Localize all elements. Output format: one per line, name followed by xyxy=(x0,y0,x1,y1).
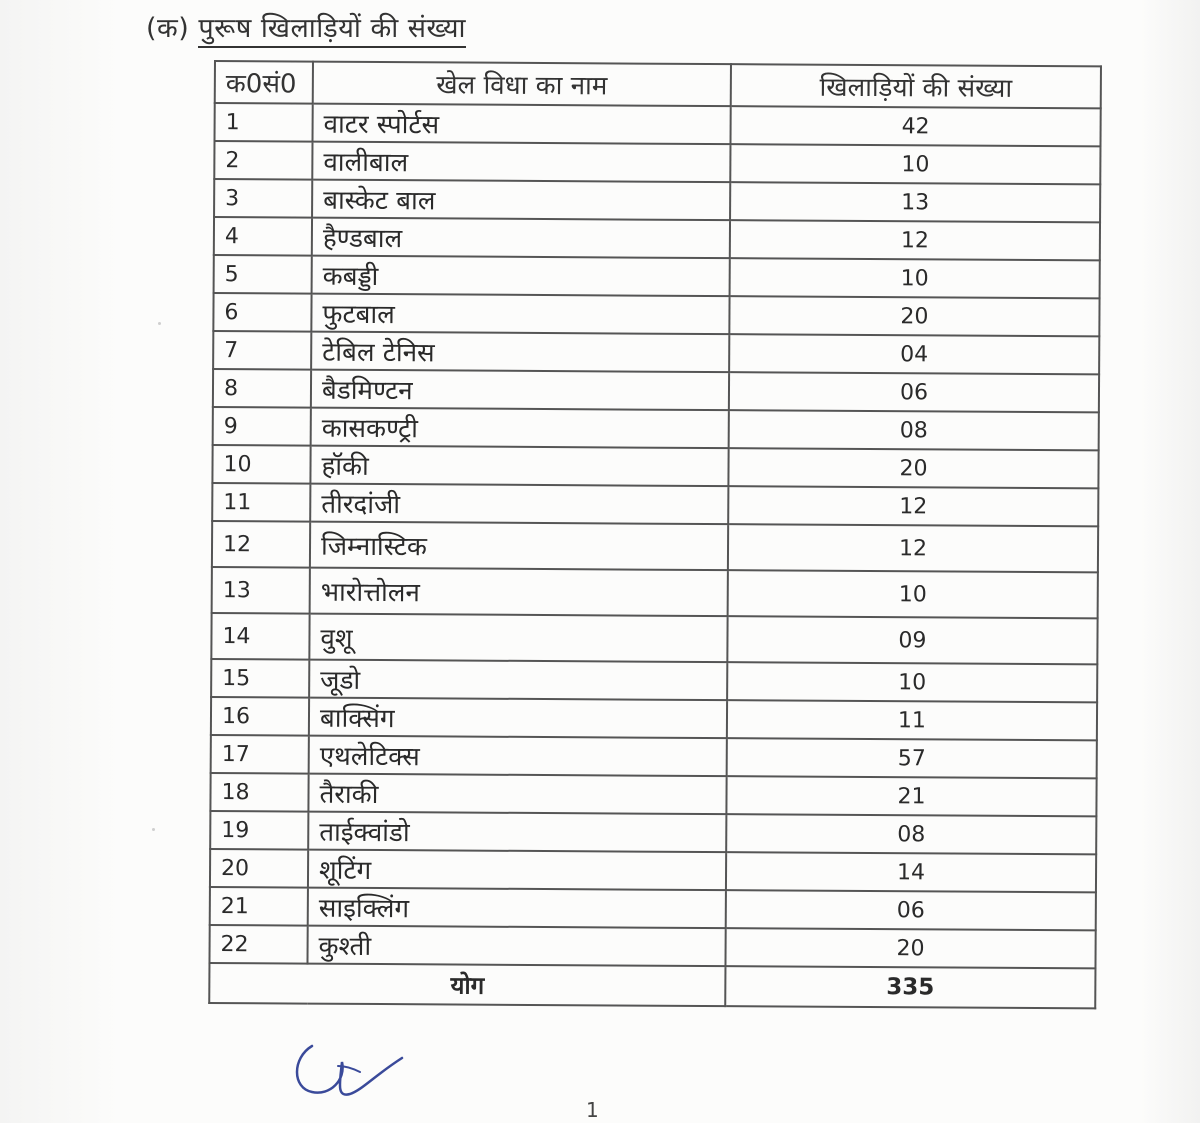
table-row xyxy=(210,773,1096,816)
table-row xyxy=(212,567,1098,618)
paper-speck xyxy=(152,828,155,831)
player-count-cell: 21 xyxy=(726,776,1096,816)
serial-cell: 15 xyxy=(211,659,309,698)
serial-cell: 16 xyxy=(211,697,309,736)
serial-cell: 3 xyxy=(214,179,312,218)
serial-cell: 11 xyxy=(212,483,310,522)
page-number: 1 xyxy=(586,1098,599,1122)
serial-cell: 8 xyxy=(213,369,311,408)
header-serial: क0सं0 xyxy=(215,61,313,104)
table-row xyxy=(212,445,1098,488)
header-player-count: खिलाड़ियों की संख्या xyxy=(731,64,1101,108)
player-count-cell: 12 xyxy=(728,524,1098,572)
sport-name-cell: शूटिंग xyxy=(308,850,726,891)
table-row xyxy=(210,811,1096,854)
sport-name-cell: जिम्नास्टिक xyxy=(310,522,728,571)
total-label: योग xyxy=(209,963,725,1006)
signature xyxy=(290,1036,440,1106)
serial-cell: 18 xyxy=(210,773,308,812)
serial-cell: 1 xyxy=(215,103,313,142)
table-row xyxy=(210,887,1096,930)
player-count-cell: 04 xyxy=(729,334,1099,374)
table-row xyxy=(213,407,1099,450)
player-count-cell: 20 xyxy=(729,296,1099,336)
table-row xyxy=(211,735,1097,778)
sport-name-cell: फुटबाल xyxy=(311,294,729,335)
player-count-cell: 10 xyxy=(730,258,1100,298)
table-row xyxy=(211,697,1097,740)
serial-cell: 13 xyxy=(212,567,310,614)
player-count-cell: 10 xyxy=(730,144,1100,184)
table-row xyxy=(209,925,1095,968)
sport-name-cell: जूडो xyxy=(309,660,727,701)
player-count-cell: 10 xyxy=(728,570,1098,618)
sport-name-cell: तैराकी xyxy=(308,774,726,815)
table-row xyxy=(212,521,1098,572)
player-count-cell: 06 xyxy=(729,372,1099,412)
table-row xyxy=(211,613,1097,664)
sport-name-cell: तीरदांजी xyxy=(310,484,728,525)
serial-cell: 7 xyxy=(213,331,311,370)
serial-cell: 2 xyxy=(214,141,312,180)
sport-name-cell: हैण्डबाल xyxy=(312,218,730,259)
table-row xyxy=(215,103,1101,146)
serial-cell: 20 xyxy=(210,849,308,888)
player-count-cell: 20 xyxy=(725,928,1095,968)
heading-title: पुरूष खिलाड़ियों की संख्या xyxy=(198,13,466,48)
section-heading xyxy=(146,8,466,45)
table-row xyxy=(214,217,1100,260)
players-table xyxy=(208,60,1102,1009)
table-row xyxy=(210,849,1096,892)
sport-name-cell: वाटर स्पोर्टस xyxy=(313,104,731,145)
heading-prefix: (क) xyxy=(146,13,190,44)
sport-name-cell: वुशू xyxy=(309,614,727,663)
total-count: 335 xyxy=(725,966,1095,1008)
sport-name-cell: वालीबाल xyxy=(312,142,730,183)
serial-cell: 4 xyxy=(214,217,312,256)
sport-name-cell: बास्केट बाल xyxy=(312,180,730,221)
serial-cell: 19 xyxy=(210,811,308,850)
table-row xyxy=(211,659,1097,702)
player-count-cell: 14 xyxy=(726,852,1096,892)
table-row xyxy=(213,293,1099,336)
serial-cell: 6 xyxy=(213,293,311,332)
table-row xyxy=(214,141,1100,184)
total-row xyxy=(209,963,1095,1008)
sport-name-cell: कुश्ती xyxy=(307,926,725,967)
player-count-cell: 06 xyxy=(726,890,1096,930)
table-body xyxy=(209,103,1100,968)
serial-cell: 9 xyxy=(213,407,311,446)
player-count-cell: 09 xyxy=(727,616,1097,664)
sport-name-cell: साइक्लिंग xyxy=(308,888,726,929)
table-header-row xyxy=(215,61,1101,108)
player-count-cell: 10 xyxy=(727,662,1097,702)
serial-cell: 14 xyxy=(211,613,309,660)
player-count-cell: 13 xyxy=(730,182,1100,222)
serial-cell: 21 xyxy=(210,887,308,926)
table-row xyxy=(213,369,1099,412)
sport-name-cell: ताईक्वांडो xyxy=(308,812,726,853)
paper-speck xyxy=(158,322,161,325)
sport-name-cell: बाक्सिंग xyxy=(309,698,727,739)
player-count-cell: 57 xyxy=(727,738,1097,778)
sport-name-cell: बैडमिण्टन xyxy=(311,370,729,411)
sport-name-cell: भारोत्तोलन xyxy=(310,568,728,617)
player-count-cell: 20 xyxy=(728,448,1098,488)
sport-name-cell: कासकण्ट्री xyxy=(311,408,729,449)
serial-cell: 17 xyxy=(211,735,309,774)
table-row xyxy=(213,331,1099,374)
player-count-cell: 08 xyxy=(729,410,1099,450)
header-sport-name: खेल विधा का नाम xyxy=(313,62,731,107)
player-count-cell: 08 xyxy=(726,814,1096,854)
sport-name-cell: हॉकी xyxy=(310,446,728,487)
serial-cell: 5 xyxy=(214,255,312,294)
sport-name-cell: एथलेटिक्स xyxy=(309,736,727,777)
player-count-cell: 42 xyxy=(730,106,1100,146)
player-count-cell: 12 xyxy=(730,220,1100,260)
player-count-cell: 12 xyxy=(728,486,1098,526)
table-row xyxy=(212,483,1098,526)
player-count-cell: 11 xyxy=(727,700,1097,740)
serial-cell: 12 xyxy=(212,521,310,568)
table-row xyxy=(214,255,1100,298)
sport-name-cell: टेबिल टेनिस xyxy=(311,332,729,373)
table-row xyxy=(214,179,1100,222)
sport-name-cell: कबड्डी xyxy=(312,256,730,297)
serial-cell: 10 xyxy=(212,445,310,484)
serial-cell: 22 xyxy=(209,925,307,964)
